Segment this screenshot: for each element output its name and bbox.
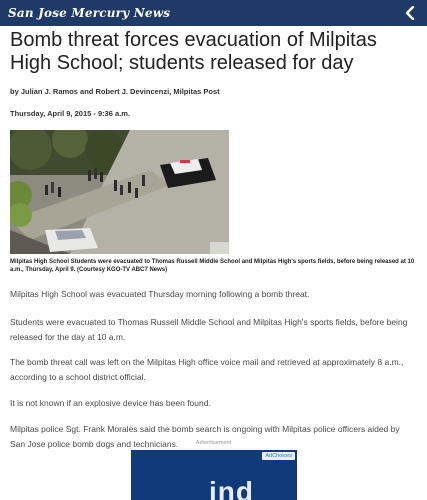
- article-dateline: Thursday, April 9, 2015 - 9:36 a.m.: [10, 109, 131, 118]
- top-bar: [0, 0, 427, 26]
- photo-caption: Milpitas High School Students were evacuated to Thomas Russell Middle School and Milpitas High's sports fields, before being released at 10 a.m., Thursday, April 9. (Courtesy KGO-TV ABC7 News): [10, 259, 415, 273]
- article-photo: [10, 130, 229, 254]
- ad-text: ind: [209, 476, 254, 500]
- article-paragraph: Students were evacuated to Thomas Russell Middle School and Milpitas High's sports fields, before being released for the day at 10 a.m.: [10, 317, 408, 342]
- chevron-left-icon: [405, 6, 415, 20]
- article-paragraph: Milpitas High School was evacuated Thursday morning following a bomb threat.: [10, 289, 310, 299]
- article-paragraph: Milpitas police Sgt. Frank Morales said the bomb search is ongoing with Milpitas police officers aided by San Jose police bomb dogs and technicians.: [10, 424, 400, 449]
- article-paragraph: It is not known if an explosive device has been found.: [10, 398, 211, 408]
- back-button[interactable]: [401, 3, 419, 23]
- article-headline: Bomb threat forces evacuation of Milpitas High School; students released for day: [10, 29, 377, 74]
- advertisement-banner[interactable]: [131, 450, 297, 500]
- advertisement-label: Advertisement: [195, 440, 232, 446]
- article-paragraph: The bomb threat call was left on the Milpitas High office voice mail and retrieved at approximately 8 a.m., according to a school district official.: [10, 357, 404, 382]
- article-byline: by Julian J. Ramos and Robert J. Devincenzi, Milpitas Post: [10, 87, 220, 96]
- article-page: [0, 26, 427, 500]
- brand-logo[interactable]: San Jose Mercury News: [8, 6, 171, 20]
- adchoices-link[interactable]: AdChoices: [262, 452, 295, 460]
